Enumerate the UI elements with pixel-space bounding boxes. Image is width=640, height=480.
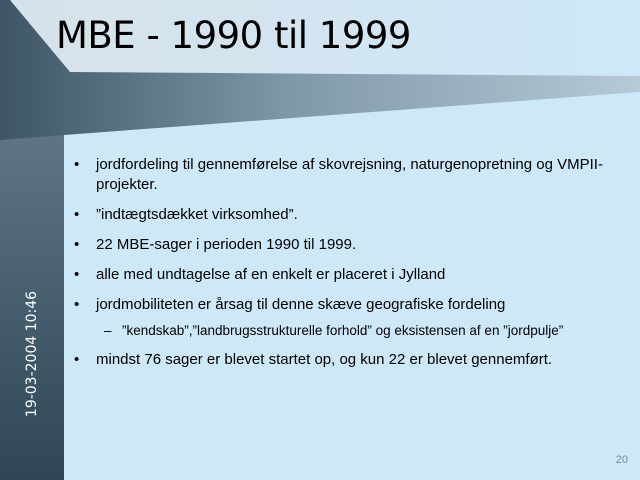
sub-list-item bbox=[74, 321, 624, 340]
list-item bbox=[74, 155, 624, 195]
bullet-text: 22 MBE-sager i perioden 1990 til 1999. bbox=[96, 236, 357, 253]
date-stamp: 19-03-2004 10:46 bbox=[24, 290, 40, 418]
bullet-dot-icon: • bbox=[74, 206, 80, 223]
bullet-dot-icon: • bbox=[74, 266, 80, 283]
bullet-dot-icon: • bbox=[74, 236, 80, 253]
list-item bbox=[74, 350, 624, 370]
sub-bullet-text: ”kendskab”,”landbrugsstrukturelle forhold” og eksistensen af en ”jordpulje” bbox=[122, 323, 564, 338]
bullet-dot-icon: • bbox=[74, 351, 80, 368]
bullet-text: ”indtægtsdækket virksomhed”. bbox=[96, 206, 298, 223]
bullet-text: alle med undtagelse af en enkelt er placeret i Jylland bbox=[96, 266, 446, 283]
bullet-dot-icon: • bbox=[74, 156, 80, 173]
slide-title: MBE - 1990 til 1999 bbox=[56, 14, 411, 57]
dash-icon: – bbox=[104, 323, 112, 338]
list-item bbox=[74, 265, 624, 285]
list-item bbox=[74, 295, 624, 315]
page-number: 20 bbox=[615, 454, 628, 466]
bullet-dot-icon: • bbox=[74, 296, 80, 313]
bullet-text: jordmobiliteten er årsag til denne skæve geografiske fordeling bbox=[96, 296, 506, 313]
bullet-list bbox=[74, 155, 624, 380]
bullet-text: jordfordeling til gennemførelse af skovrejsning, naturgenopretning og VMPII-projekter. bbox=[96, 156, 603, 193]
list-item bbox=[74, 235, 624, 255]
list-item bbox=[74, 205, 624, 225]
bullet-text: mindst 76 sager er blevet startet op, og kun 22 er blevet gennemført. bbox=[96, 351, 553, 368]
